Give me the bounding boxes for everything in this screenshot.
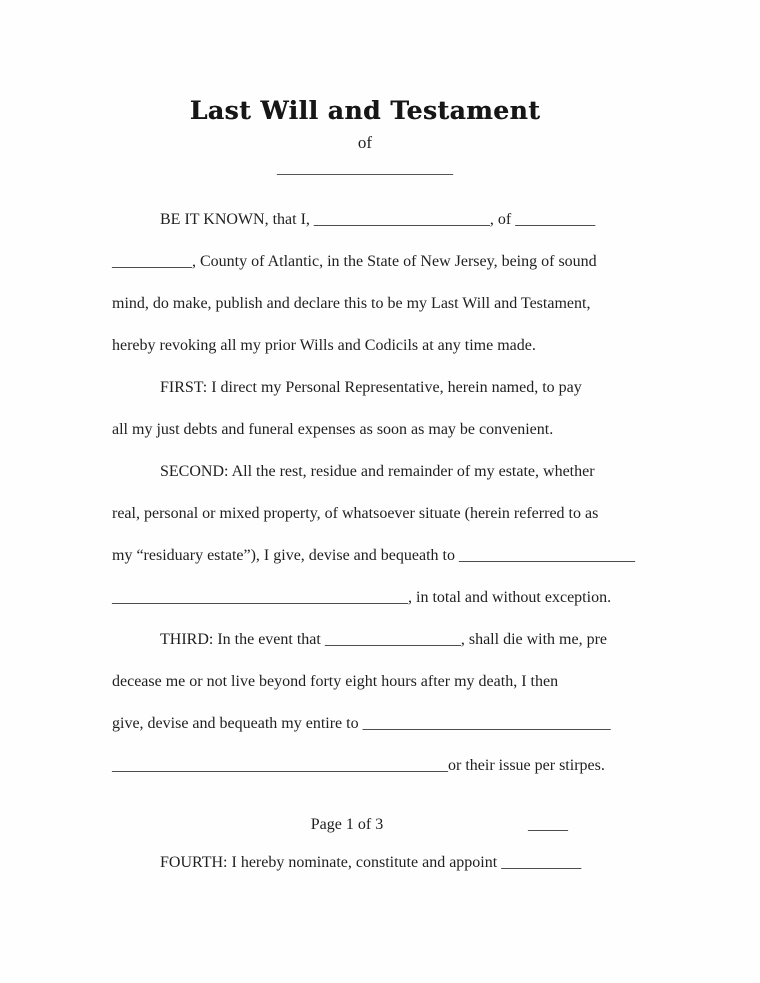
body-line: give, devise and bequeath my entire to _______________________________ <box>112 715 611 732</box>
body-line-fourth-clause: FOURTH: I hereby nominate, constitute and appoint __________ <box>160 854 582 871</box>
document-header <box>0 96 730 184</box>
body-line-second-clause: SECOND: All the rest, residue and remainder of my estate, whether <box>160 463 595 480</box>
body-line: hereby revoking all my prior Wills and Codicils at any time made. <box>112 337 536 354</box>
testator-name-blank: ______________________ <box>277 160 453 177</box>
body-line: mind, do make, publish and declare this to be my Last Will and Testament, <box>112 295 591 312</box>
page-number-label: Page 1 of 3 <box>310 816 384 833</box>
body-line: real, personal or mixed property, of whatsoever situate (herein referred to as <box>112 505 599 522</box>
body-line-third-clause: THIRD: In the event that _________________, shall die with me, pre <box>160 631 608 648</box>
body-line-be-it-known: BE IT KNOWN, that I, ______________________, of __________ <box>160 211 596 228</box>
body-line: my “residuary estate”), I give, devise and bequeath to ______________________ <box>112 547 635 564</box>
document-body-continued <box>112 842 652 884</box>
body-line: _____________________________________, in total and without exception. <box>112 589 612 606</box>
body-line: all my just debts and funeral expenses as soon as may be convenient. <box>112 421 554 438</box>
document-title: Last Will and Testament <box>189 96 541 125</box>
body-line: __________, County of Atlantic, in the State of New Jersey, being of sound <box>112 253 597 270</box>
document-subtitle-of: of <box>357 133 373 152</box>
body-line: decease me or not live beyond forty eight hours after my death, I then <box>112 673 559 690</box>
body-line: __________________________________________or their issue per stirpes. <box>112 757 605 774</box>
document-body <box>112 199 652 787</box>
page-footer <box>112 804 652 846</box>
body-line-first-clause: FIRST: I direct my Personal Representative, herein named, to pay <box>160 379 582 396</box>
footer-short-blank: _____ <box>528 816 568 833</box>
